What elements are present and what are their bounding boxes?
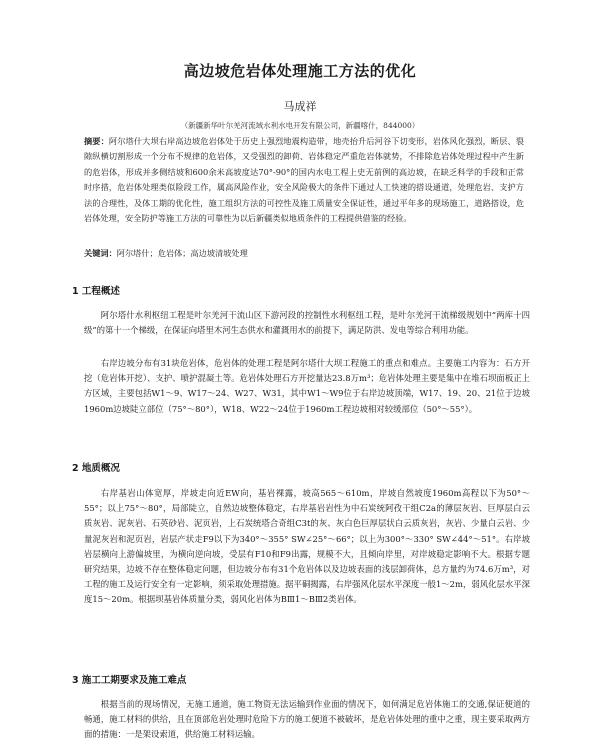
overview-paragraph-1: 阿尔塔什水利枢纽工程是叶尔羌河干流山区下游河段的控制性水利枢纽工程，是叶尔羌河干流梯级规划中“两库十四级”的第十一个梯级，在保证向塔里木河生态供水和灌溉用水的前提下，满足防洪、发电等综合利用功能。 <box>84 310 530 336</box>
section-heading-schedule: 3 施工工期要求及施工难点 <box>72 675 187 686</box>
paper-title: 高边坡危岩体处理施工方法的优化 <box>183 62 417 80</box>
geology-paragraph-1: 右岸基岩山体宽厚，岸坡走向近EW向，基岩裸露，坡高565～610m，岸坡自然坡度1960m高程以下为50°～55°；以上75°～80°，局部陡立，自然边坡整体稳定，右岸基岩岩性为中石炭统阿孜干组C2a的薄层灰岩、巨厚层白云质灰岩、泥灰岩、石英砂岩、泥页岩，上石炭统塔合奇组C3t的灰、灰白色巨厚层状白云质灰岩，灰岩、少量白云岩、少量泥灰岩和泥页岩，岩层产状走F9以下为340°～355° SW∠25°～66°；以上为300°～330° SW∠44°～51°。右岸坡岩层横向上游偏坡里，为横向逆向坡，受层有F10和F9出露，规模不大，且倾向岸里，对岸坡稳定影响不大。根据专题研究结果，边坡不存在整体稳定问题，但边坡分布有31个危岩体以及边坡表面的浅层卸荷体，总方量约为74.6万m³，对工程的施工及运行安全有一定影响，须采取处理措施。据平硐揭露，右岸强风化层水平深度一般1～2m，弱风化层水平深度15～20m。根据坝基岩体质量分类，弱风化岩体为BⅢ1～BⅢ2类岩体。 <box>84 488 530 605</box>
keywords-label: 关键词： <box>84 248 117 258</box>
author-name: 马成祥 <box>283 100 317 113</box>
overview-paragraph-2: 右岸边坡分布有31块危岩体，危岩体的处理工程是阿尔塔什大坝工程施工的重点和难点。主要施工内容为：石方开挖（危岩体开挖）、支护、喷护混凝土等。危岩体处理石方开挖量达23.8万m³；危岩体处理主要是集中在堆石坝面板正上方区域，主要包括W1～9、W17～24、W27、W31，其中W1～W9位于右岸边坡顶端，W17、19、20、21位于边坡1960m边坡陡立部位（75°～80°），W18、W22～24位于1960m工程边坡相对较缓部位（50°～55°）。 <box>84 358 530 414</box>
author-affiliation: （新疆新华叶尔羌河流域水利水电开发有限公司，新疆喀什，844000） <box>180 121 420 130</box>
keywords <box>84 246 524 260</box>
section-heading-geology: 2 地质概况 <box>72 463 120 474</box>
section-heading-overview: 1 工程概述 <box>72 286 120 297</box>
schedule-paragraph-1: 根据当前的现场情况，无施工通道，施工物资无法运输到作业面的情况下，如何满足危岩体施工的交通,保证便道的畅通，施工材料的供给，且在顶部危岩处理时危险下方的施工便道不被破坏，是危岩体处理的重中之重，现主要采取两方面的措施：一是架设索道，供给施工材料运输。 <box>84 699 530 740</box>
abstract-label: 摘要： <box>84 136 109 146</box>
keywords-text: 阿尔塔什；危岩体；高边坡清坡处理 <box>116 248 248 258</box>
abstract <box>84 134 524 226</box>
abstract-text: 阿尔塔什大坝右岸高边坡危岩体处于历史上强烈地震构造带，地壳抬升后河谷下切变形，岩体风化强烈，断层、裂隙纵横切割形成一个分布不规律的危岩体，又受强烈的卸荷、岩体稳定严重危岩体就势，不排除危岩体处理过程中产生新的危岩体，形成并多侧结坡和600余米高坡度达70°-90°的国内水电工程上史无前例的高边坡，在缺乏科学的手段和正常时序措，危岩体处理类似险段工作，属高风险作业，安全风险极大的条件下通过人工快速的搭设通道，处理危岩、支护方法的合理性，及体工期的优化性，施工组织方法的可控性及施工质量安全保证性，通过平年多的现场施工，道路搭设，危岩体处理，安全防护等施工方法的可靠性为以后新疆类似地质条件的工程提供借鉴的经验。 <box>84 136 524 224</box>
